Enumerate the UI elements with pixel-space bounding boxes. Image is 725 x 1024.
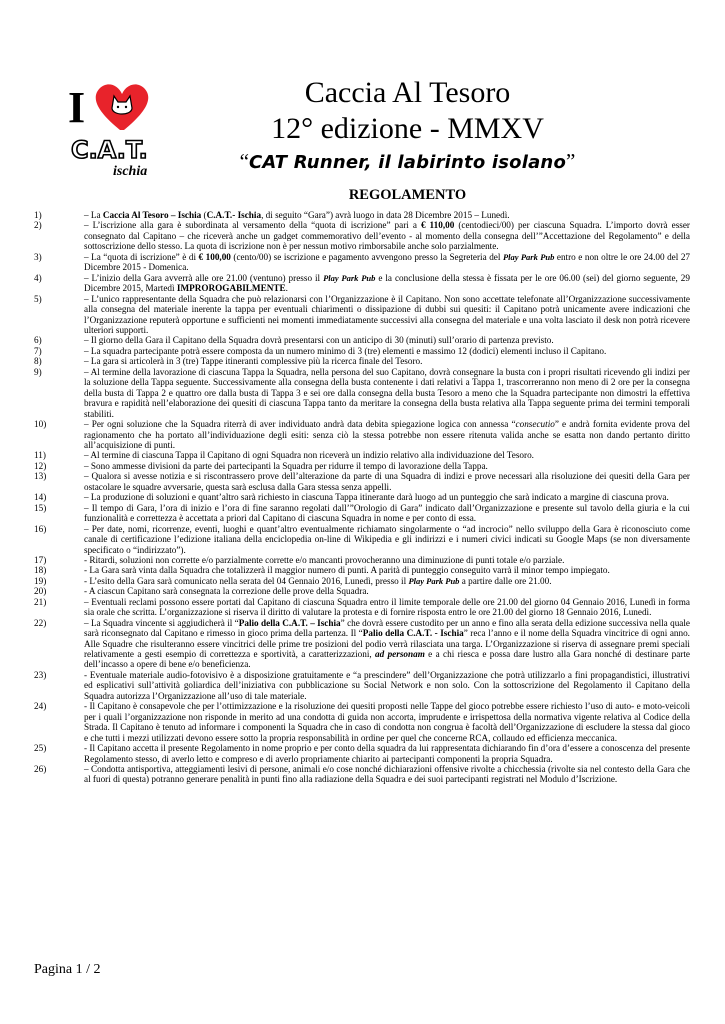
rule-number: 14) bbox=[34, 492, 47, 503]
rule-number: 23) bbox=[34, 669, 47, 680]
rule-number: 25) bbox=[34, 743, 47, 754]
rule-item bbox=[34, 670, 690, 701]
subtitle-text: CAT Runner, il labirinto isolano bbox=[248, 152, 567, 173]
rule-item bbox=[34, 419, 690, 450]
rule-item bbox=[34, 565, 690, 575]
rule-item bbox=[34, 586, 690, 596]
rule-number: 19) bbox=[34, 575, 47, 586]
rule-number: 12) bbox=[34, 460, 47, 471]
rule-number: 2) bbox=[34, 220, 42, 231]
rule-text: – Il tempo di Gara, l’ora di inizio e l’ora di fine saranno regolati dall’”Orologio di Gara” indicato dall’Organizzazione e presente sul tavolo della giuria e la cui funzionalità e correttezza è accettata a priori dal Capitano di ciascuna Squadra in nome e per conto di essa. bbox=[84, 502, 690, 524]
rule-item bbox=[34, 294, 690, 336]
page-title: Caccia Al Tesoro bbox=[304, 76, 511, 109]
rule-text: – La Squadra vincente si aggiudicherà il “Palio della C.A.T. – Ischia” che dovrà essere custodito per un anno e fino alla serata della edizione successiva nella quale sarà riconsegnato dal Capitano e rimesso in gioco prima della partenza. Il “Palio della C.A.T. - Ischia” reca l’anno e il nome della Squadra vincitrice di ogni anno. Alle Squadre che risulteranno essere vincitrici delle prime tre posizioni del podio verrà rilasciata una targa. L’Organizzazione si riserva di assegnare premi speciali relativamente a gesti esempio di correttezza e sportività, a caratterizzazioni, ad personam e a chi riesca e possa dare lustro alla Gara nonché di destinare parte dell’incasso a opere di bene e/o beneficienza. bbox=[84, 617, 691, 670]
rule-number: 1) bbox=[34, 210, 42, 220]
rule-item bbox=[34, 597, 690, 618]
rule-number: 3) bbox=[34, 251, 42, 262]
rule-item bbox=[34, 503, 690, 524]
rule-text: – Per date, nomi, ricorrenze, eventi, luoghi e quant’altro eventualmente richiamato singolarmente o “ad incrocio” nello sviluppo della Gara è riconosciuto come canale di certificazione l’edizione italiana della enciclopedia on-line di Wikipedia e gli indirizzi e i numeri civici indicati su Google Maps (se non diversamente specificato o “indirizzato”). bbox=[84, 523, 690, 555]
rule-number: 10) bbox=[34, 419, 47, 430]
rule-text: – La produzione di soluzioni e quant’altro sarà richiesto in ciascuna Tappa itinerante darà luogo ad un punteggio che sarà indicato a margine di ciascuna prova. bbox=[84, 492, 669, 503]
rule-item bbox=[34, 273, 690, 294]
rule-text: - A ciascun Capitano sarà consegnata la correzione delle prove della Squadra. bbox=[84, 586, 369, 597]
rule-item bbox=[34, 524, 690, 555]
rule-item bbox=[34, 743, 690, 764]
logo-place-text: ischia bbox=[113, 164, 148, 178]
rule-item bbox=[34, 764, 690, 785]
rule-number: 5) bbox=[34, 293, 42, 304]
rule-number: 13) bbox=[34, 471, 47, 482]
rule-number: 21) bbox=[34, 596, 47, 607]
rule-number: 16) bbox=[34, 523, 47, 534]
subtitle-open-quote: “ bbox=[239, 149, 249, 173]
rule-item bbox=[34, 461, 690, 471]
rule-number: 22) bbox=[34, 617, 47, 628]
rule-text: – Eventuali reclami possono essere portati dal Capitano di ciascuna Squadra entro il limite temporale delle ore 21.00 del giorno 04 Gennaio 2016, Lunedì in forma sia orale che scritta. L’organizzazione si riserva il diritto di valutare la protesta e di fornire risposta entro le ore 21.00 del giorno 18 Gennaio 2016, Lunedì. bbox=[84, 596, 690, 618]
logo-brand-text: C.A.T. bbox=[71, 136, 148, 164]
rule-text: - Ritardi, soluzioni non corrette e/o parzialmente corrette e/o mancanti provocheranno una diminuzione di punti totale e/o parziale. bbox=[84, 554, 565, 565]
rule-text: – La squadra partecipante potrà essere composta da un numero minimo di 3 (tre) elementi e massimo 12 (dodici) elementi incluso il Capitano. bbox=[84, 345, 607, 356]
rule-item bbox=[34, 492, 690, 502]
rule-number: 9) bbox=[34, 366, 42, 377]
rule-text: - Il Capitano accetta il presente Regolamento in nome proprio e per conto della squadra da lui rappresentata dichiarando fin d’ora d’essere a conoscenza del presente Regolamento stesso, di averlo letto e compreso e di averlo propriamente chiarito ai partecipanti componenti la propria Squadra. bbox=[84, 743, 690, 764]
page-subtitle bbox=[0, 148, 725, 176]
rule-number: 6) bbox=[34, 335, 42, 346]
rule-item bbox=[34, 335, 690, 345]
rule-number: 26) bbox=[34, 764, 47, 775]
rule-text: – L’iscrizione alla gara è subordinata al versamento della “quota di iscrizione” pari a € 110,00 (centodieci/00) per ciascuna Squadra. L’importo dovrà esser consegnato dal Capitano – che riceverà anche un gadget commemorativo dell’evento - al momento della consegna dell’”Accettazione del Regolamento” e della sottoscrizione dello stesso. La quota di iscrizione non è per nessun motivo rimborsabile anche solo parzialmente. bbox=[84, 220, 690, 252]
rule-text: – Al termine di ciascuna Tappa il Capitano di ogni Squadra non riceverà un indizio relativo alla individuazione del Tesoro. bbox=[84, 450, 534, 461]
subtitle-close-quote: ” bbox=[566, 149, 576, 173]
rule-item bbox=[34, 356, 690, 366]
rule-number: 4) bbox=[34, 272, 42, 283]
rule-number: 8) bbox=[34, 356, 42, 367]
page-edition: 12° edizione - MMXV bbox=[271, 112, 544, 145]
rule-text: – Il giorno della Gara il Capitano della Squadra dovrà presentarsi con un anticipo di 30 (minuti) sull’orario di partenza previsto. bbox=[84, 335, 554, 346]
rule-text: – L’inizio della Gara avverrà alle ore 21.00 (ventuno) presso il Play Park Pub e la conclusione della stessa è fissata per le ore 06.00 (sei) del giorno seguente, 29 Dicembre 2015, Martedì IMPROROGABILMENTE. bbox=[84, 272, 690, 294]
rule-number: 7) bbox=[34, 345, 42, 356]
rule-text: – La “quota di iscrizione” è di € 100,00 (cento/00) se iscrizione e pagamento avvengono presso la Segreteria del Play Park Pub entro e non oltre le ore 24.00 del 27 Dicembre 2015 - Domenica. bbox=[84, 251, 691, 273]
rule-number: 15) bbox=[34, 502, 47, 513]
rule-item bbox=[34, 576, 690, 586]
rule-text: – Qualora si avesse notizia e si riscontrassero prove dell’alterazione da parte di una Squadra di indizi e prove necessari alla risoluzione dei quesiti della Gara per ostacolare le squadre avversarie, questa sarà esclusa dalla Gara stessa senza appelli. bbox=[84, 471, 690, 492]
logo-letter-i: I bbox=[68, 83, 86, 132]
rule-item bbox=[34, 367, 690, 419]
rule-text: – La Caccia Al Tesoro – Ischia (C.A.T.- Ischia, di seguito “Gara”) avrà luogo in data 28 Dicembre 2015 – Lunedì. bbox=[84, 210, 510, 220]
rule-item bbox=[34, 471, 690, 492]
rule-number: 11) bbox=[34, 450, 46, 461]
rule-item bbox=[34, 220, 690, 251]
rule-number: 17) bbox=[34, 554, 47, 565]
rules-list bbox=[34, 210, 690, 785]
rule-text: – L’unico rappresentante della Squadra che può relazionarsi con l’Organizzazione è il Capitano. Non sono accettate telefonate all’Organizzazione successivamente alla consegna del materiale inerente la tappa per eventuali chiarimenti o dissipazione di dubbi sui quesiti: il Capitano potrà unicamente avere indicazioni che l’Organizzazione reputerà opportune e sufficienti nei momenti immediatamente successivi alla consegna del materiale e una volta lasciato il desk non potrà ricevere ulteriori supporti. bbox=[84, 293, 690, 335]
rule-item bbox=[34, 618, 690, 670]
rule-item bbox=[34, 210, 690, 220]
rule-text: - Eventuale materiale audio-fotovisivo è a disposizione gratuitamente e “a prescindere” dell’Organizzazione che potrà utilizzarlo a fini propagandistici, illustrativi ed esplicativi sull’attività goliardica dell’iniziativa con pubblicazione su Social Network e non solo. Con la sottoscrizione del Regolamento il Capitano della Squadra autorizza l’Organizzazione all’uso di tale materiale. bbox=[84, 669, 690, 701]
rule-text: - La Gara sarà vinta dalla Squadra che totalizzerà il maggior numero di punti. A parità di punteggio conseguito varrà il minor tempo impiegato. bbox=[84, 565, 610, 576]
rule-text: - Il Capitano è consapevole che per l’ottimizzazione e la risoluzione dei quesiti proposti nelle Tappe del gioco potrebbe essere richiesto l’uso di auto- e moto-veicoli per i quali l’organizzazione non risponde in merito ad una condotta di guida non accorta, imprudente e irrispettosa della normativa vigente relativa al Codice della Strada. Il Capitano è tenuto ad informare i componenti la Squadra che in caso di condotta non congrua è facoltà dell’Organizzazione di escludere la stessa dal gioco e che tutti i mezzi utilizzati devono essere sotto la propria responsabilità in ordine per quel che concerne RCA, collaudo ed efficienza meccanica. bbox=[84, 701, 690, 743]
rule-text: – Condotta antisportiva, atteggiamenti lesivi di persone, animali e/o cose nonché dichiarazioni offensive rivolte a chicchessia (rivolte sia nel contesto della Gara che al fuori di questa) potranno generare penalità in punti fino alla radiazione della Squadra e dei suoi partecipanti registrati nel Modulo d’Iscrizione. bbox=[84, 764, 690, 785]
rule-text: - L’esito della Gara sarà comunicato nella serata del 04 Gennaio 2016, Lunedì, presso il Play Park Pub a partire dalle ore 21.00. bbox=[84, 575, 552, 586]
rule-item bbox=[34, 252, 690, 273]
rule-text: – Sono ammesse divisioni da parte dei partecipanti la Squadra per ridurre il tempo di lavorazione della Tappa. bbox=[84, 460, 488, 471]
rule-number: 20) bbox=[34, 586, 47, 597]
regolamento-heading: REGOLAMENTO bbox=[348, 187, 467, 203]
rule-number: 24) bbox=[34, 701, 47, 712]
rule-text: – Per ogni soluzione che la Squadra riterrà di aver individuato andrà data debita spiegazione logica con annessa “consecutio” e andrà fornita evidente prova del ragionamento che ha portato all’individuazione degli esiti: senza ciò la stessa potrebbe non essere ritenuta valida anche se esatta non dando pertanto diritto all’acquisizione di punti. bbox=[84, 419, 690, 450]
rule-item bbox=[34, 701, 690, 743]
rule-item bbox=[34, 555, 690, 565]
rule-item bbox=[34, 346, 690, 356]
page-number: Pagina 1 / 2 bbox=[34, 962, 101, 977]
rule-item bbox=[34, 450, 690, 460]
rule-number: 18) bbox=[34, 565, 47, 576]
rule-text: – La gara si articolerà in 3 (tre) Tappe itineranti complessive più la ricerca finale del Tesoro. bbox=[84, 356, 423, 367]
rule-text: – Al termine della lavorazione di ciascuna Tappa la Squadra, nella persona del suo Capitano, dovrà consegnare la busta con i propri risultati ricevendo gli indizi per la soluzione della Tappa seguente. Successivamente alla consegna della busta contenente i dati relativi a Tappa 1, trascorreranno non meno di 2 ore per la consegna della busta di Tappa 2 e quattro ore dalla busta di Tappa 3 e sei ore dalla consegna della busta Tesoro a meno che la Squadra partecipante non dimostri la effettiva bravura e rapidità nell’elaborazione dei quesiti di ciascuna Tappa tanto da meritare la consegna della busta relativa alla Tappa seguente prima dei termini temporali stabiliti. bbox=[84, 366, 690, 419]
